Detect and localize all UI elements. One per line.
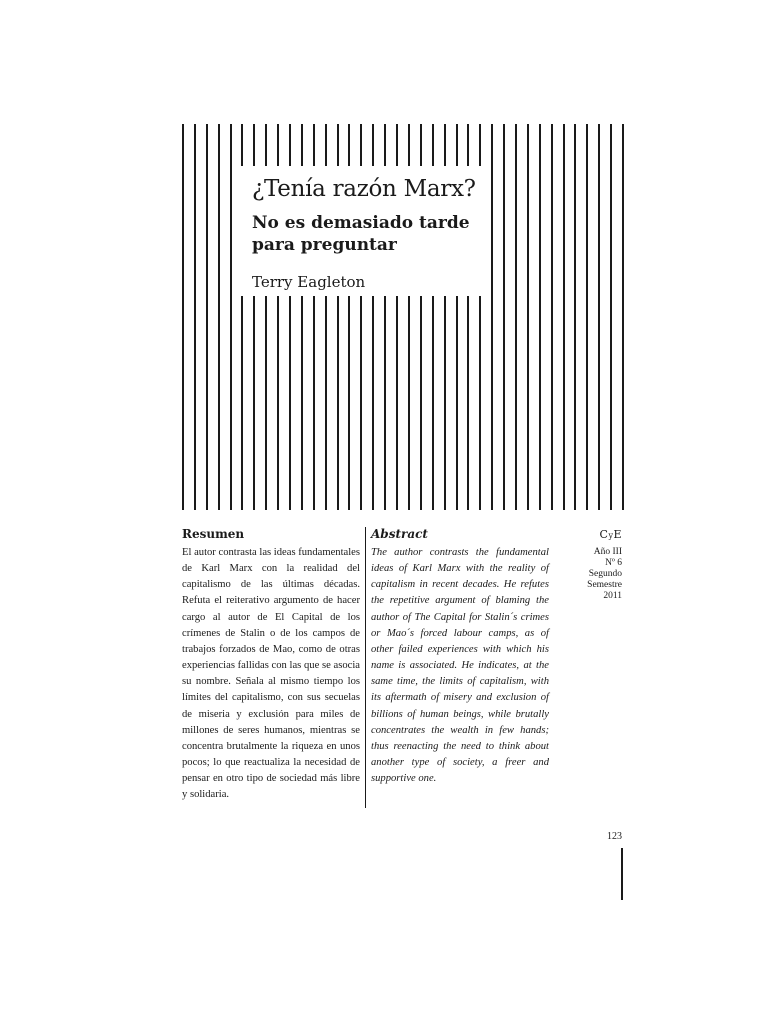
stripe-line — [503, 124, 505, 510]
stripe-line — [491, 124, 493, 510]
journal-logo-c: C — [599, 528, 609, 541]
resumen-heading: Resumen — [182, 527, 245, 541]
stripe-line — [551, 124, 553, 510]
abstract-text: The author contrasts the fundamental ideas of Karl Marx with the reality of capitalism in recent decades. He refutes the repetitive argument of blaming the author of The Capital for Stalin´s crimes or Mao´s forced labour camps, as of other failed experiences with which his name is associated. He indicates, at the same time, the limits of capitalism, with its aftermath of misery and exclusion of billions of human beings, while brutally concentrates the wealth in few hands; thus reenacting the need to think about another type of society, a freer and supportive one. — [371, 547, 549, 785]
article-title: ¿Tenía razón Marx? — [252, 176, 476, 202]
stripe-line — [218, 124, 220, 510]
journal-date: 2011 — [603, 591, 622, 601]
journal-logo — [562, 528, 622, 541]
stripe-line — [515, 124, 517, 510]
journal-info — [562, 528, 622, 602]
journal-semester-2: Semestre — [587, 580, 622, 590]
page-number-rule — [621, 848, 623, 900]
article-subtitle: No es demasiado tarde para preguntar — [252, 213, 470, 255]
resumen-text: El autor contrasta las ideas fundamentales de Karl Marx con la realidad del capitalismo de las últimas décadas. Refuta el reiterativo argumento de hacer cargo al autor de El Capital de los crímenes de Stalin o de los campos de trabajos forzados de Mao, como de otras experiencias fallidas con las que se asocia su nombre. Señala al mismo tiempo los límites del capitalismo, con sus secuelas de miseria y exclusión para miles de millones de seres humanos, mientras se concentra brutalmente la riqueza en unos pocos; lo que reactualiza la necesidad de pensar en otro tipo de sociedad más libre y solidaria. — [182, 547, 360, 801]
abstract-heading: Abstract — [371, 527, 428, 541]
column-divider — [365, 527, 366, 808]
article-author: Terry Eagleton — [252, 273, 366, 291]
journal-year: Año III — [593, 547, 622, 557]
journal-semester-1: Segundo — [588, 569, 622, 579]
stripe-line — [206, 124, 208, 510]
journal-logo-e: E — [613, 528, 622, 541]
stripe-line — [539, 124, 541, 510]
stripe-line — [563, 124, 565, 510]
stripe-line — [598, 124, 600, 510]
stripe-line — [574, 124, 576, 510]
stripe-line — [194, 124, 196, 510]
stripe-line — [586, 124, 588, 510]
stripe-line — [610, 124, 612, 510]
stripe-line — [527, 124, 529, 510]
stripe-line — [230, 124, 232, 510]
stripe-line — [182, 124, 184, 510]
journal-number: Nº 6 — [605, 558, 622, 568]
journal-logo-y: y — [608, 531, 614, 540]
page-number: 123 — [607, 831, 622, 842]
stripe-line — [622, 124, 624, 510]
